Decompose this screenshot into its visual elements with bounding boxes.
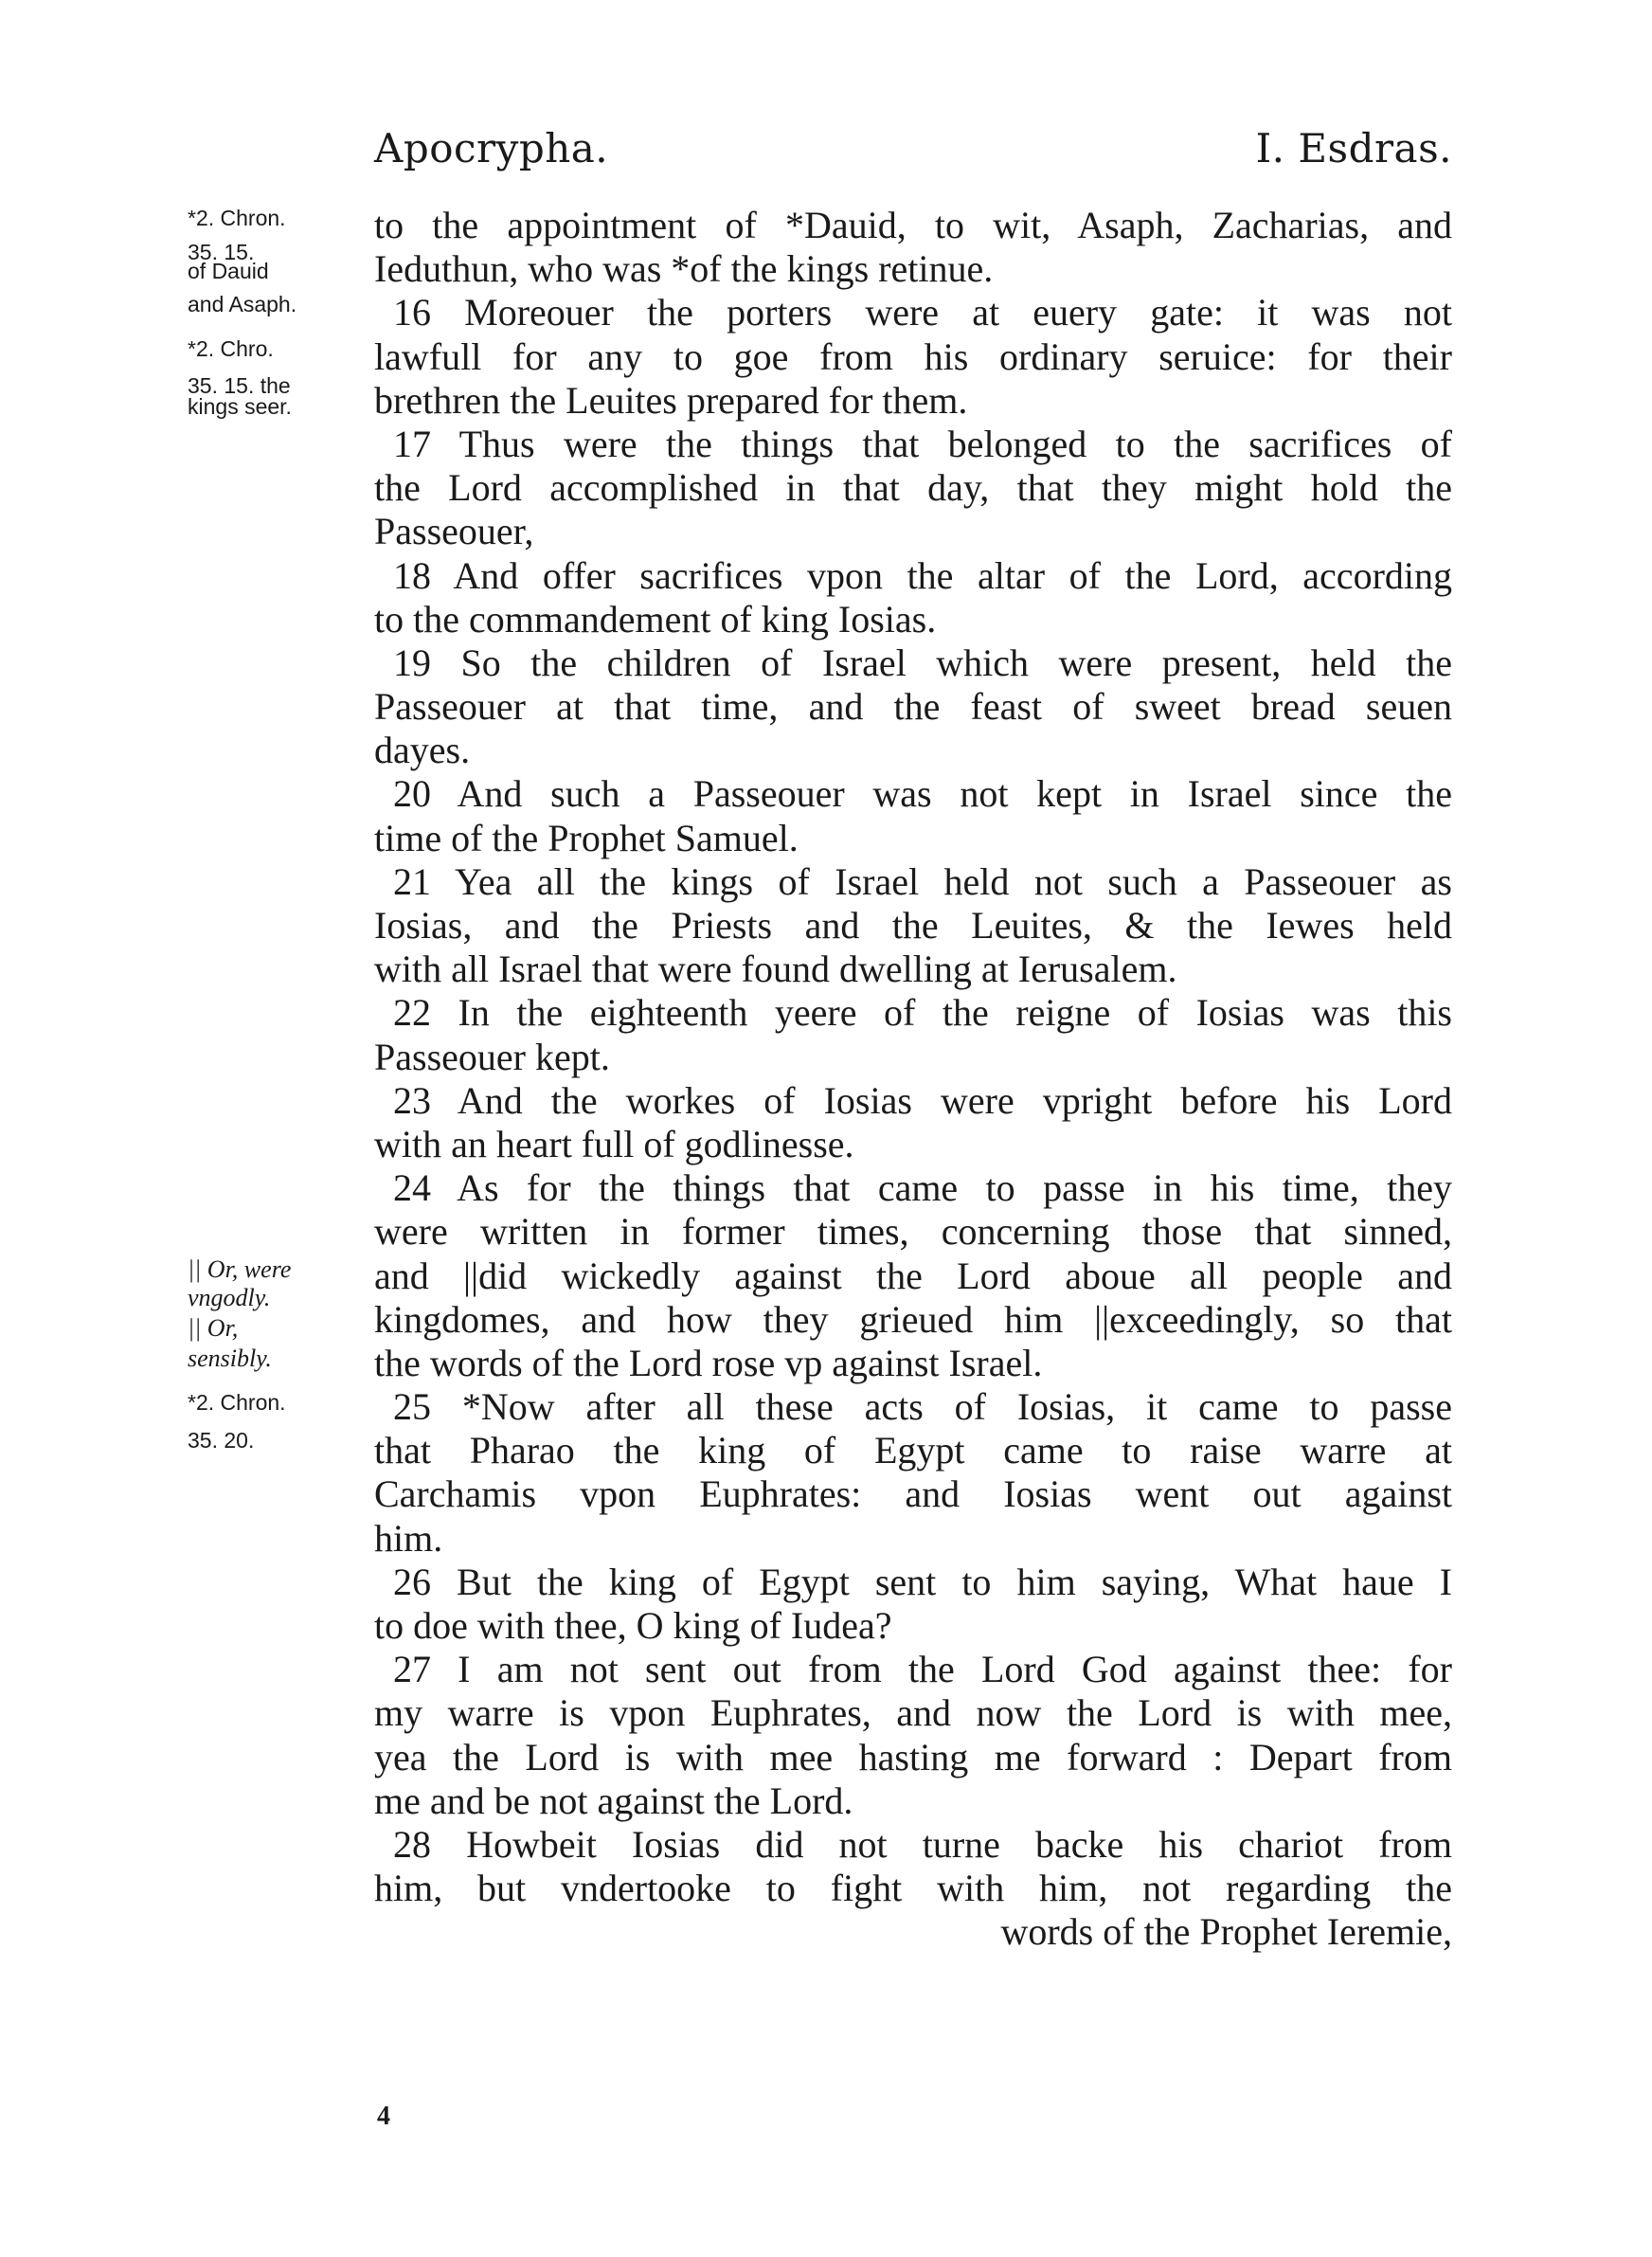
header-book-name: I. Esdras. xyxy=(1255,125,1452,172)
text-line: Passeouer at that time, and the feast of sweet bread seuen xyxy=(374,685,1452,729)
margin-note: of Dauid xyxy=(188,259,269,283)
running-header xyxy=(374,125,1452,182)
verse-22-start: 22 In the eighteenth yeere of the reigne of Iosias was this xyxy=(393,991,1452,1035)
margin-note: 35. 15. the xyxy=(188,373,291,398)
verse-27-start: 27 I am not sent out from the Lord God against thee: for xyxy=(393,1648,1452,1691)
text-line: the words of the Lord rose vp against Israel. xyxy=(374,1341,1043,1384)
verse-18-start: 18 And offer sacrifices vpon the altar of the Lord, according xyxy=(393,553,1452,597)
margin-note: *2. Chron. xyxy=(188,1390,286,1415)
text-line: Passeouer, xyxy=(374,510,534,553)
text-line: Passeouer kept. xyxy=(374,1035,610,1078)
verse-25-start: 25 *Now after all these acts of Iosias, it came to passe xyxy=(393,1385,1452,1429)
verse-16-start: 16 Moreouer the porters were at euery gate: it was not xyxy=(393,291,1452,334)
margin-note: || Or, xyxy=(188,1314,239,1342)
margin-note: sensibly. xyxy=(188,1345,272,1372)
margin-note: kings seer. xyxy=(188,394,292,419)
verse-26-start: 26 But the king of Egypt sent to him saying, What haue I xyxy=(393,1560,1452,1603)
text-line: were written in former times, concerning those that sinned, xyxy=(374,1210,1452,1254)
catchword-line: words of the Prophet Ieremie, xyxy=(1000,1910,1452,1954)
margin-note: *2. Chron. xyxy=(188,206,286,230)
verse-21-start: 21 Yea all the kings of Israel held not such a Passeouer as xyxy=(393,859,1452,903)
text-line: dayes. xyxy=(374,729,471,772)
page-number: 4 xyxy=(377,2102,390,2131)
verse-19-start: 19 So the children of Israel which were present, held the xyxy=(393,641,1452,684)
text-line: that Pharao the king of Egypt came to raise warre at xyxy=(374,1429,1452,1472)
text-line: to the appointment of *Dauid, to wit, Asaph, Zacharias, and xyxy=(374,204,1452,246)
margin-note: *2. Chro. xyxy=(188,336,274,361)
margin-note: vngodly. xyxy=(188,1284,271,1311)
margin-note: 35. 20. xyxy=(188,1428,255,1453)
text-line: him, but vndertooke to fight with him, not regarding the xyxy=(374,1867,1452,1910)
verse-24-start: 24 As for the things that came to passe in his time, they xyxy=(393,1166,1452,1210)
verse-28-start: 28 Howbeit Iosias did not turne backe his chariot from xyxy=(393,1822,1452,1866)
text-line: with all Israel that were found dwelling at Ierusalem. xyxy=(374,948,1177,991)
text-line: me and be not against the Lord. xyxy=(374,1779,853,1822)
margin-note: and Asaph. xyxy=(188,292,297,316)
text-line: to doe with thee, O king of Iudea? xyxy=(374,1604,892,1647)
margin-note: 35. 15. xyxy=(188,240,255,264)
text-line: Ieduthun, who was *of the kings retinue. xyxy=(374,247,994,291)
text-line: to the commandement of king Iosias. xyxy=(374,597,937,641)
text-line: with an heart full of godlinesse. xyxy=(374,1122,854,1165)
header-book-title: Apocrypha. xyxy=(374,125,609,172)
text-line: Iosias, and the Priests and the Leuites, & the Iewes held xyxy=(374,904,1452,947)
body-text xyxy=(374,204,1452,1955)
text-line: and ||did wickedly against the Lord aboue all people and xyxy=(374,1254,1452,1297)
text-line: the Lord accomplished in that day, that they might hold the xyxy=(374,466,1452,510)
text-line: brethren the Leuites prepared for them. xyxy=(374,378,968,422)
text-line: time of the Prophet Samuel. xyxy=(374,816,799,859)
text-line: kingdomes, and how they grieued him ||exceedingly, so that xyxy=(374,1297,1452,1341)
text-line: lawfull for any to goe from his ordinary seruice: for their xyxy=(374,334,1452,378)
margin-note: || Or, were xyxy=(188,1255,292,1283)
text-line: Carchamis vpon Euphrates: and Iosias went out against xyxy=(374,1472,1452,1516)
verse-17-start: 17 Thus were the things that belonged to the sacrifices of xyxy=(393,422,1452,465)
verse-23-start: 23 And the workes of Iosias were vpright before his Lord xyxy=(393,1078,1452,1122)
verse-20-start: 20 And such a Passeouer was not kept in Israel since the xyxy=(393,772,1452,816)
text-line: him. xyxy=(374,1516,443,1560)
text-line: my warre is vpon Euphrates, and now the Lord is with mee, xyxy=(374,1691,1452,1735)
text-line: yea the Lord is with mee hasting me forward : Depart from xyxy=(374,1735,1452,1779)
